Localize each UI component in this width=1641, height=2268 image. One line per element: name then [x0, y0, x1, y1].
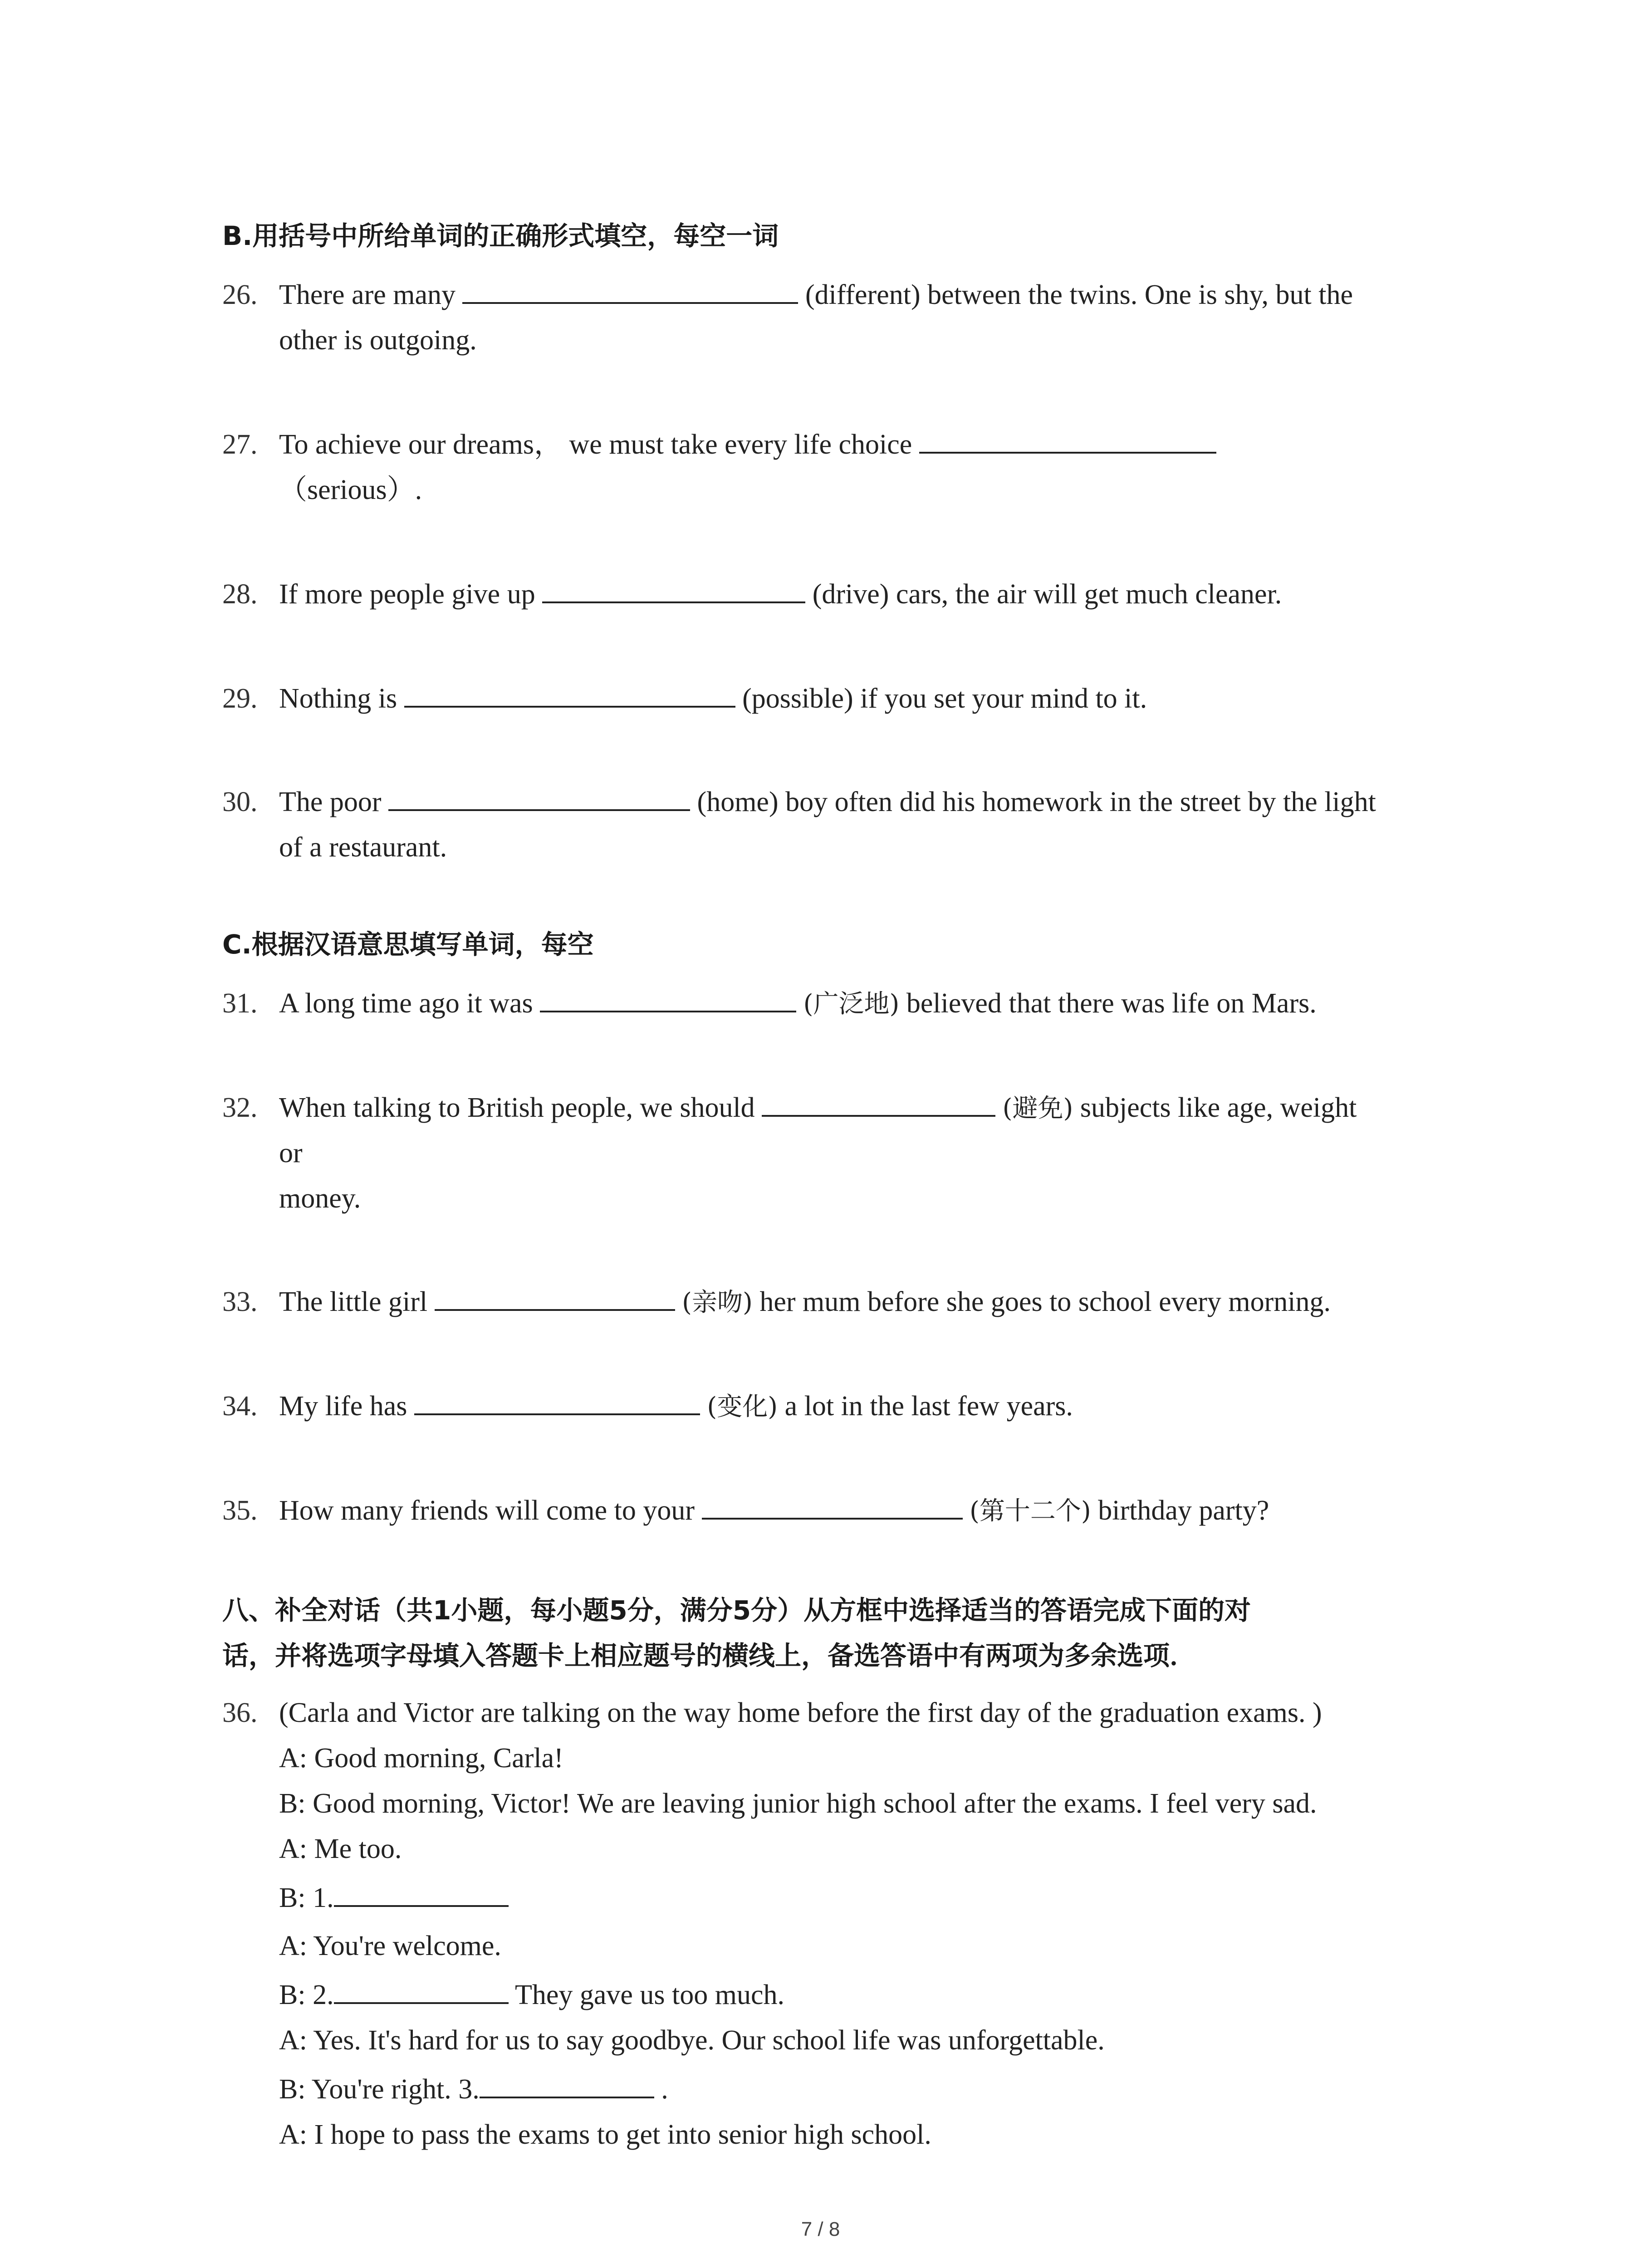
question-32-continuation: money.	[279, 1183, 361, 1214]
answer-blank[interactable]	[414, 1385, 700, 1415]
question-34-line	[279, 1383, 1073, 1430]
question-text: (home) boy often did his homework in the street by the light	[697, 787, 1376, 817]
section-b-heading: B.用括号中所给单词的正确形式填空，每空一词	[222, 220, 779, 251]
chinese-hint: (亲吻)	[682, 1288, 753, 1317]
question-text: (different) between the twins. One is shy, but the	[805, 279, 1353, 310]
question-29-line	[279, 676, 1147, 721]
question-text: They gave us too much.	[514, 1980, 785, 2010]
section-8-heading-line2: 话，并将选项字母填入答题卡上相应题号的横线上，备选答语中有两项为多余选项．	[222, 1640, 1196, 1671]
section-c-heading: C.根据汉语意思填写单词，每空	[222, 929, 594, 960]
question-number: 36.	[222, 1697, 258, 1728]
answer-blank[interactable]	[388, 781, 690, 811]
question-number: 30.	[222, 787, 258, 817]
question-text: (possible) if you set your mind to it.	[742, 683, 1147, 714]
question-number: 27.	[222, 429, 258, 460]
question-32-line	[279, 1085, 1357, 1131]
question-number: 29.	[222, 683, 258, 714]
question-35-line	[279, 1488, 1269, 1534]
question-number: 33.	[222, 1286, 258, 1317]
answer-blank[interactable]	[334, 1974, 509, 2004]
question-text: (drive) cars, the air will get much cleaner.	[812, 579, 1282, 610]
question-text: subjects like age, weight	[1080, 1092, 1357, 1123]
question-text: B: 1.	[279, 1882, 334, 1913]
dialogue-line: A: I hope to pass the exams to get into senior high school.	[279, 2119, 931, 2150]
question-number: 26.	[222, 279, 258, 310]
question-text: a lot in the last few years.	[784, 1391, 1073, 1422]
question-30-continuation: of a restaurant.	[279, 832, 447, 863]
question-26-line	[279, 272, 1353, 318]
question-text: The poor	[279, 787, 382, 817]
question-text: When talking to British people, we should	[279, 1092, 755, 1123]
chinese-hint: (变化)	[707, 1392, 778, 1422]
dialogue-line: B: Good morning, Victor! We are leaving junior high school after the exams. I feel very sad.	[279, 1788, 1317, 1819]
question-number: 28.	[222, 579, 258, 610]
question-28-line	[279, 572, 1282, 617]
question-31-line	[279, 981, 1317, 1027]
question-text: The little girl	[279, 1286, 428, 1317]
question-26-continuation: other is outgoing.	[279, 325, 477, 356]
answer-blank[interactable]	[462, 274, 798, 304]
answer-blank[interactable]	[540, 982, 796, 1012]
dialogue-line-blank-2	[279, 1972, 784, 2018]
question-number: 35.	[222, 1495, 258, 1526]
question-text: B: 2.	[279, 1980, 334, 2010]
dialogue-line: A: Good morning, Carla!	[279, 1743, 563, 1774]
chinese-hint: (广泛地)	[803, 989, 900, 1019]
question-number: 31.	[222, 988, 258, 1019]
dialogue-line: A: You're welcome.	[279, 1931, 501, 1961]
answer-blank[interactable]	[435, 1281, 675, 1311]
question-33-line	[279, 1279, 1331, 1325]
answer-blank[interactable]	[480, 2068, 654, 2098]
question-text: A long time ago it was	[279, 988, 533, 1019]
answer-blank[interactable]	[334, 1877, 509, 1907]
question-text: How many friends will come to your	[279, 1495, 695, 1526]
question-text: B: You're right. 3.	[279, 2074, 480, 2105]
section-8-heading-line1: 八、补全对话（共1小题，每小题5分，满分5分）从方框中选择适当的答语完成下面的对	[222, 1595, 1251, 1626]
question-number: 32.	[222, 1092, 258, 1123]
chinese-hint: (避免)	[1002, 1094, 1073, 1123]
dialogue-line: A: Me too.	[279, 1833, 402, 1864]
question-27-line	[279, 422, 1216, 467]
question-text: believed that there was life on Mars.	[906, 988, 1317, 1019]
question-number: 34.	[222, 1391, 258, 1422]
question-text: To achieve our dreams， we must take every life choice	[279, 429, 912, 460]
question-text: Nothing is	[279, 683, 397, 714]
dialogue-line-blank-1	[279, 1875, 509, 1921]
question-text: There are many	[279, 279, 456, 310]
question-text: My life has	[279, 1391, 407, 1422]
dialogue-intro: (Carla and Victor are talking on the way home before the first day of the graduation exams. )	[279, 1697, 1322, 1728]
question-27-continuation: （serious）.	[279, 474, 422, 505]
chinese-hint: (第十二个)	[970, 1496, 1091, 1526]
answer-blank[interactable]	[762, 1087, 995, 1117]
answer-blank[interactable]	[919, 424, 1216, 454]
question-32-continuation: or	[279, 1138, 303, 1168]
page-number: 7 / 8	[801, 2218, 840, 2240]
question-text: .	[661, 2074, 668, 2105]
question-text: If more people give up	[279, 579, 535, 610]
question-text: birthday party?	[1098, 1495, 1269, 1526]
dialogue-line: A: Yes. It's hard for us to say goodbye. Our school life was unforgettable.	[279, 2025, 1105, 2056]
answer-blank[interactable]	[542, 573, 805, 603]
answer-blank[interactable]	[404, 678, 735, 708]
question-30-line	[279, 779, 1376, 825]
dialogue-line-blank-3	[279, 2067, 668, 2112]
question-text: her mum before she goes to school every morning.	[759, 1286, 1331, 1317]
answer-blank[interactable]	[702, 1490, 963, 1520]
